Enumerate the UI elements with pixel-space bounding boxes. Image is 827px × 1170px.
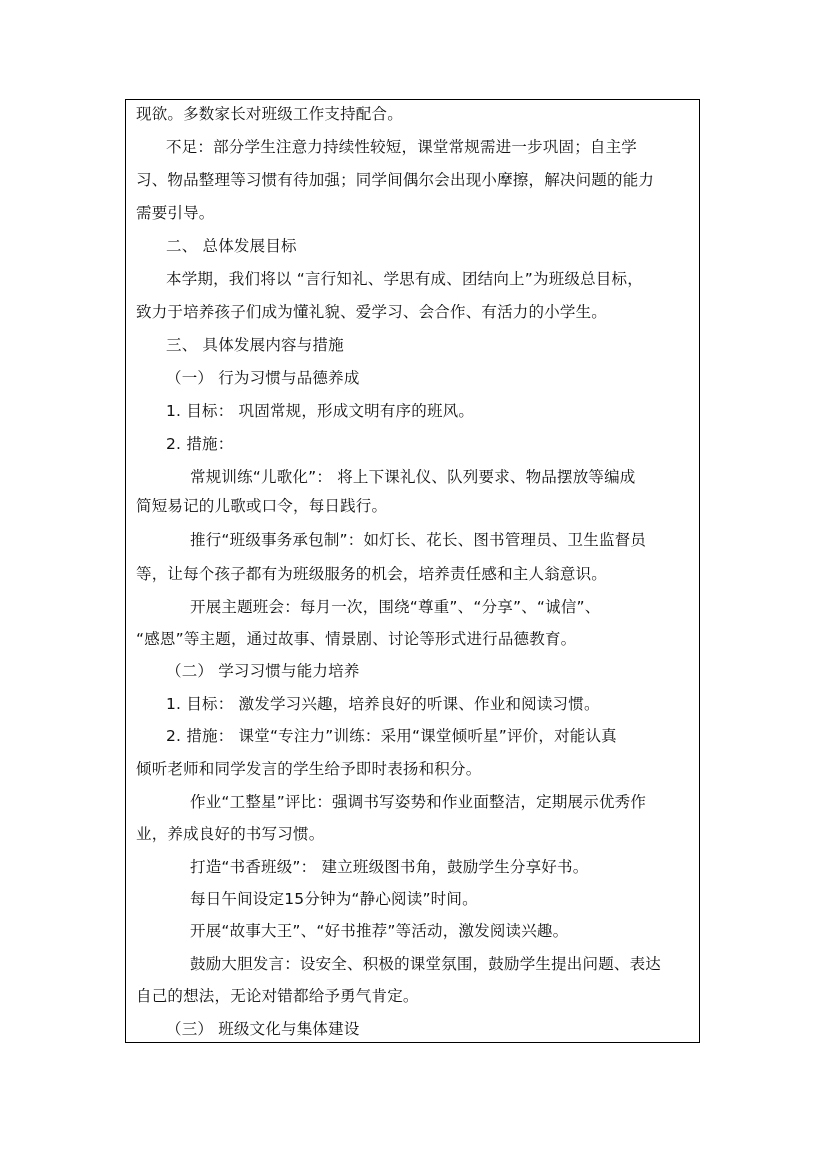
text-line: 开展主题班会：每月一次，围绕“尊重”、“分享”、“诚信”、 [190,598,601,616]
text-line: 需要引导。 [136,204,215,222]
text-line: 现欲。多数家长对班级工作支持配合。 [136,105,403,123]
text-line: 常规训练“儿歌化”： 将上下课礼仪、队列要求、物品摆放等编成 [190,468,636,486]
list-item: 1. 目标： 巩固常规，形成文明有序的班风。 [166,402,475,420]
text-line: 不足：部分学生注意力持续性较短，课堂常规需进一步巩固；自主学 [166,138,638,156]
text-line: 倾听老师和同学发言的学生给予即时表扬和积分。 [136,760,482,778]
text-line: “感恩”等主题，通过故事、情景剧、讨论等形式进行品德教育。 [136,630,577,648]
section-heading: 三、 具体发展内容与措施 [166,336,344,354]
text-line: 鼓励大胆发言：设安全、积极的课堂氛围，鼓励学生提出问题、表达 [190,955,662,973]
section-heading: 二、 总体发展目标 [166,237,297,255]
text-line: 简短易记的儿歌或口令，每日践行。 [136,497,388,515]
text-line: 开展“故事大王”、“好书推荐”等活动，激发阅读兴趣。 [190,922,569,940]
text-line: 自己的想法，无论对错都给予勇气肯定。 [136,987,419,1005]
text-line: 致力于培养孩子们成为懂礼貌、爱学习、会合作、有活力的小学生。 [136,303,608,321]
subsection-heading: （二） 学习习惯与能力培养 [166,662,360,680]
list-item: 2. 措施： 课堂“专注力”训练：采用“课堂倾听星”评价，对能认真 [166,727,617,745]
list-item: 1. 目标： 激发学习兴趣，培养良好的听课、作业和阅读习惯。 [166,695,600,713]
text-line: 业，养成良好的书写习惯。 [136,825,325,843]
text-line: 作业“工整星”评比：强调书写姿势和作业面整洁，定期展示优秀作 [190,793,647,811]
text-line: 打造“书香班级”： 建立班级图书角，鼓励学生分享好书。 [190,858,589,876]
list-item: 2. 措施： [166,435,234,453]
subsection-heading: （三） 班级文化与集体建设 [166,1020,360,1038]
text-line: 习、物品整理等习惯有待加强；同学间偶尔会出现小摩擦，解决问题的能力 [136,171,655,189]
text-line: 推行“班级事务承包制”：如灯长、花长、图书管理员、卫生监督员 [190,531,647,549]
text-line: 本学期，我们将以 “言行知礼、学思有成、团结向上”为班级总目标， [166,270,643,288]
subsection-heading: （一） 行为习惯与品德养成 [166,369,360,387]
text-line: 每日午间设定15分钟为“静心阅读”时间。 [190,890,478,908]
text-line: 等，让每个孩子都有为班级服务的机会，培养责任感和主人翁意识。 [136,565,608,583]
